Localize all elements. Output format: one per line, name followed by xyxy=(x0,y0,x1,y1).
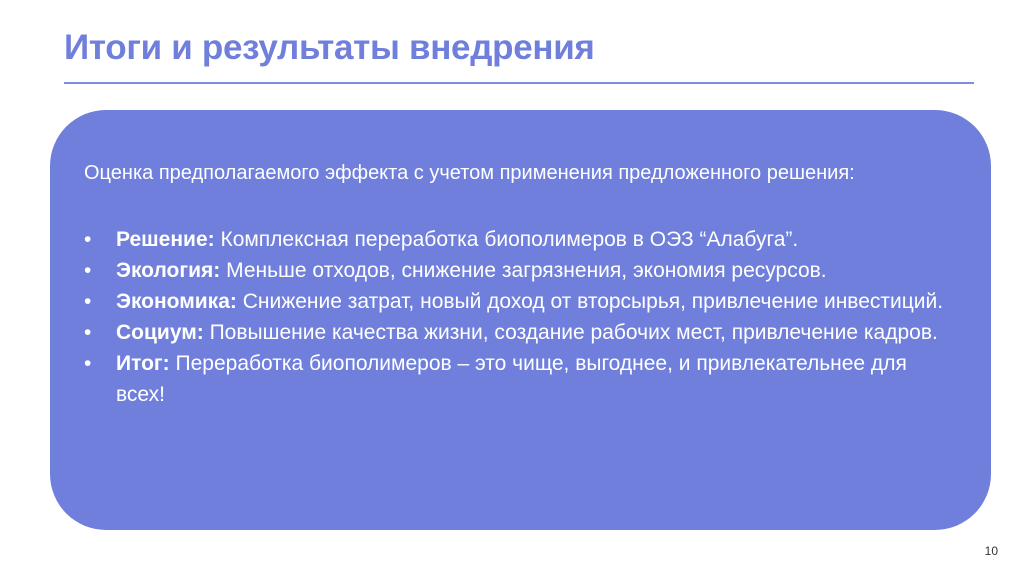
bullet-text: Повышение качества жизни, создание рабочих мест, привлечение кадров. xyxy=(203,321,938,344)
page-number: 10 xyxy=(984,544,998,558)
list-item-economy xyxy=(84,286,944,317)
bullet-icon: • xyxy=(84,321,92,344)
bullet-icon: • xyxy=(84,259,92,282)
slide-title: Итоги и результаты внедрения xyxy=(64,28,595,67)
bullet-text: Переработка биополимеров – это чище, выгоднее, и привлекательнее для всех! xyxy=(116,352,907,406)
bullet-term: Экология: xyxy=(116,259,221,282)
list-item-ecology xyxy=(84,255,944,286)
bullet-term: Решение: xyxy=(116,228,215,251)
intro-text: Оценка предполагаемого эффекта с учетом применения предложенного решения: xyxy=(84,162,855,184)
bullet-term: Экономика: xyxy=(116,290,237,313)
content-panel xyxy=(50,110,991,530)
bullet-text: Снижение затрат, новый доход от вторсырья, привлечение инвестиций. xyxy=(236,290,944,313)
bullet-term: Итог: xyxy=(116,352,170,375)
list-item-summary xyxy=(84,348,944,410)
bullet-text: Меньше отходов, снижение загрязнения, экономия ресурсов. xyxy=(220,259,827,282)
bullet-icon: • xyxy=(84,290,92,313)
title-divider xyxy=(64,82,974,84)
bullet-text: Комплексная переработка биополимеров в ОЭЗ “Алабуга”. xyxy=(214,228,799,251)
bullet-icon: • xyxy=(84,228,92,251)
bullet-icon: • xyxy=(84,352,92,375)
list-item-solution xyxy=(84,224,944,255)
bullet-term: Социум: xyxy=(116,321,204,344)
results-list xyxy=(84,224,944,410)
list-item-society xyxy=(84,317,944,348)
